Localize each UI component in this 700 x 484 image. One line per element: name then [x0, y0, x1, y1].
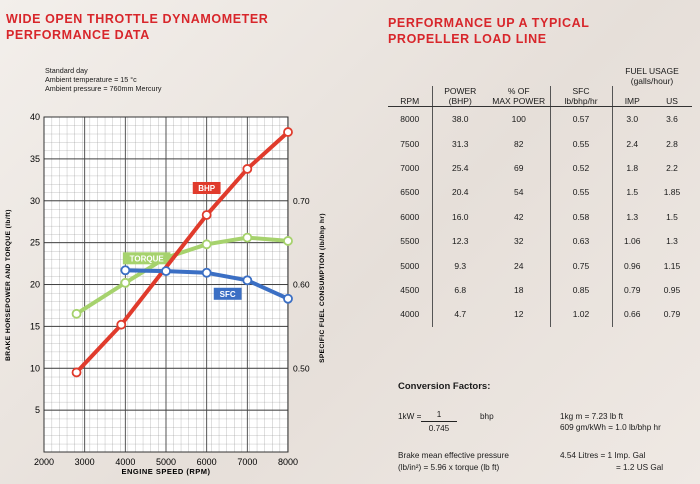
table-row: 6000 16.0 42 0.58 1.3 1.5	[388, 205, 692, 229]
x-axis-label: ENGINE SPEED (RPM)	[121, 467, 211, 476]
table-row: 7000 25.4 69 0.52 1.8 2.2	[388, 156, 692, 180]
col-sfc: SFC lb/bhp/hr	[550, 86, 612, 107]
litres-line-2: = 1.2 US Gal	[616, 463, 664, 472]
x-tick-label: 8000	[277, 457, 299, 467]
bhp-data-point	[203, 211, 211, 219]
sfc-data-point	[162, 267, 170, 275]
col-percent-max-power: % OF MAX POWER	[488, 86, 550, 107]
torque-data-point	[73, 310, 81, 318]
performance-table	[388, 66, 692, 327]
left-title-line-1: WIDE OPEN THROTTLE DYNAMOMETER	[6, 12, 269, 26]
y-tick-label: 10	[29, 363, 40, 374]
bmep-line-2: (lb/in²) = 5.96 x torque (lb ft)	[398, 463, 500, 472]
kw-numerator: 1	[421, 410, 457, 422]
col-power: POWER (BHP)	[432, 86, 488, 107]
condition-temperature: Ambient temperature = 15 °c	[45, 75, 137, 84]
y2-axis-label: SPECIFIC FUEL CONSUMPTION (lb/bhp hr)	[319, 213, 326, 363]
torque-data-point	[243, 234, 251, 242]
col-rpm: RPM	[388, 86, 432, 107]
table-header	[388, 86, 692, 107]
table-row: 4500 6.8 18 0.85 0.79 0.95	[388, 278, 692, 302]
x-tick-label: 4000	[115, 457, 136, 467]
table-row: 5000 9.3 24 0.75 0.96 1.15	[388, 253, 692, 277]
x-tick-label: 5000	[155, 457, 177, 467]
torque-series-label: TORQUE	[129, 254, 164, 264]
right-title-line-1: PERFORMANCE UP A TYPICAL	[388, 16, 590, 30]
bhp-data-point	[117, 321, 125, 329]
y2-tick-label: 0.50	[293, 363, 310, 374]
y-tick-label: 40	[29, 112, 40, 122]
sfc-data-point	[284, 295, 292, 303]
litres-line-1: 4.54 Litres = 1 Imp. Gal	[560, 451, 646, 460]
condition-day: Standard day	[45, 66, 88, 75]
kw-denominator: 0.745	[428, 424, 450, 433]
torque-data-point	[284, 237, 292, 245]
table-row: 4000 4.7 12 1.02 0.66 0.79	[388, 302, 692, 326]
x-tick-label: 2000	[33, 457, 55, 467]
fuel-usage-header: FUEL USAGE (galls/hour)	[625, 66, 679, 86]
bhp-series-label: BHP	[198, 183, 216, 193]
y-axis-label: BRAKE HORSEPOWER AND TORQUE (lb/ft)	[5, 209, 12, 361]
table-header-top	[388, 66, 692, 86]
table-row: 8000 38.0 100 0.57 3.0 3.6	[388, 107, 692, 132]
y-tick-label: 20	[29, 279, 40, 290]
table-row: 6500 20.4 54 0.55 1.5 1.85	[388, 180, 692, 204]
y-tick-label: 35	[29, 153, 40, 164]
y-tick-label: 15	[29, 321, 40, 332]
sfc-data-point	[243, 276, 251, 284]
kw-unit: bhp	[480, 412, 494, 421]
gmkwh-factor: 609 gm/kWh = 1.0 lb/bhp hr	[560, 423, 661, 432]
torque-data-point	[203, 240, 211, 248]
sfc-data-point	[203, 269, 211, 277]
torque-data-point	[121, 279, 129, 287]
table-row: 7500 31.3 82 0.55 2.4 2.8	[388, 131, 692, 155]
x-tick-label: 7000	[237, 457, 258, 467]
col-imp: IMP	[612, 86, 652, 107]
y-tick-label: 25	[29, 237, 40, 248]
conversion-title: Conversion Factors:	[398, 381, 491, 392]
left-title-line-2: PERFORMANCE DATA	[6, 28, 150, 42]
sfc-series-label: SFC	[219, 289, 236, 299]
y-tick-label: 5	[34, 405, 40, 416]
bhp-data-point	[243, 165, 251, 173]
x-tick-label: 3000	[74, 457, 95, 467]
y-tick-label: 30	[29, 195, 40, 206]
table-row: 5500 12.3 32 0.63 1.06 1.3	[388, 229, 692, 253]
y2-tick-label: 0.60	[293, 279, 310, 290]
y2-tick-label: 0.70	[293, 195, 310, 206]
bhp-data-point	[284, 128, 292, 136]
kw-fraction	[421, 410, 457, 434]
kgm-factor: 1kg m = 7.23 lb ft	[560, 412, 624, 421]
bhp-data-point	[73, 368, 81, 376]
kw-lhs: 1kW =	[398, 412, 422, 421]
col-us: US	[652, 86, 692, 107]
right-title-line-2: PROPELLER LOAD LINE	[388, 32, 547, 46]
condition-pressure: Ambient pressure = 760mm Mercury	[45, 84, 162, 93]
sfc-data-point	[121, 266, 129, 274]
bmep-line-1: Brake mean effective pressure	[398, 451, 509, 460]
x-tick-label: 6000	[196, 457, 217, 467]
